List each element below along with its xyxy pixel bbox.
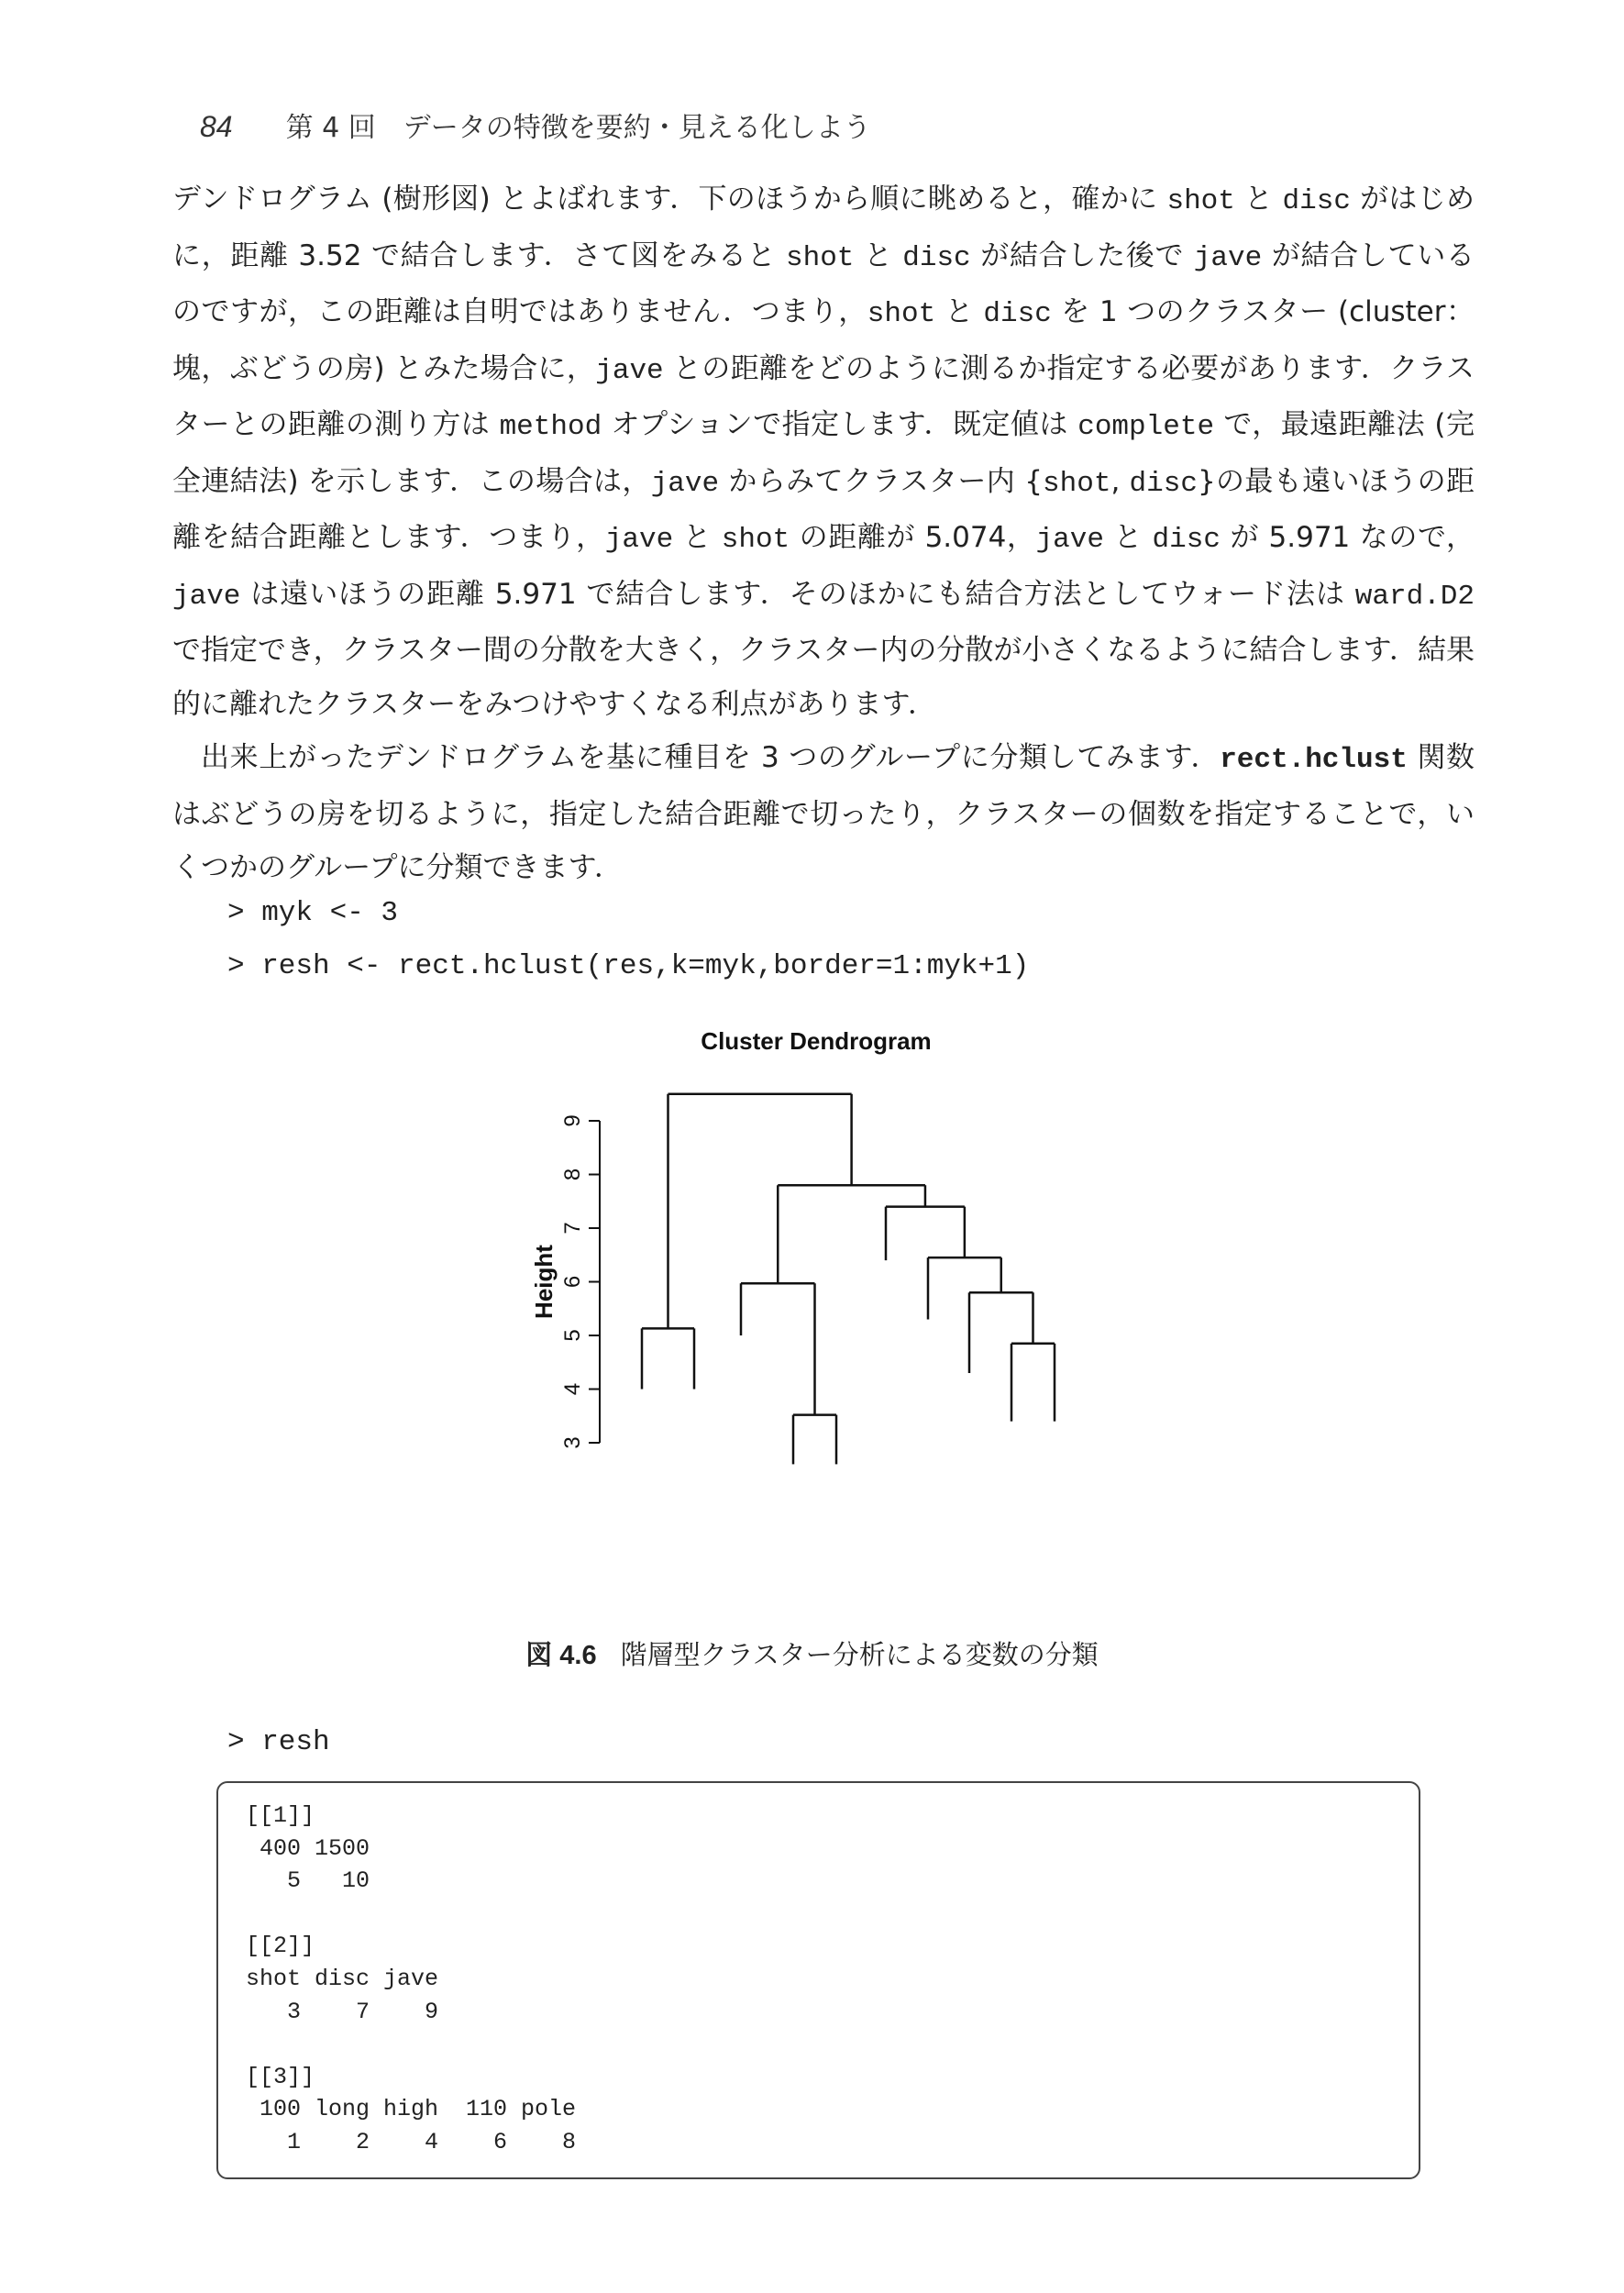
inline-code: jave (1193, 241, 1263, 274)
inline-code: disc (1282, 185, 1351, 217)
inline-code: jave (595, 354, 664, 387)
y-tick-label: 7 (560, 1222, 585, 1235)
inline-code: shot (1166, 185, 1235, 217)
text-run: が 5.971 なので， (1220, 521, 1475, 554)
output-box (216, 1781, 1420, 2179)
inline-code: rect.hclust (1220, 744, 1408, 776)
text-run: で，最遠距離法 (完全連結法) を示します．この場合は， (172, 408, 1475, 498)
command-line-1: > myk <- 3 (227, 897, 399, 929)
chart-title: Cluster Dendrogram (701, 1027, 932, 1055)
y-tick-label: 8 (560, 1168, 585, 1181)
text-run: デンドログラム (樹形図) とよばれます．下のほうから順に眺めると，確かに (172, 183, 1167, 216)
paragraph-2 (172, 731, 1475, 895)
command-line-3: > resh (227, 1726, 330, 1758)
y-tick-label: 3 (560, 1436, 585, 1449)
text-run: との距離をどのように測るか指定する必要があります．クラスターとの距離の測り方は (172, 351, 1475, 441)
text-run: の距離が 5.074， (790, 521, 1036, 554)
text-run: }の最も遠いほうの距離を結合距離とします．つまり， (172, 464, 1475, 554)
text-run: と (854, 238, 903, 272)
y-axis-label: Height (530, 1245, 558, 1319)
text-run: と (1103, 521, 1153, 554)
text-run: , (1110, 464, 1130, 498)
body-text (172, 172, 1475, 895)
inline-code: disc (1129, 467, 1198, 500)
paragraph-1 (172, 172, 1475, 731)
y-tick-label: 9 (560, 1114, 585, 1127)
inline-code: jave (650, 467, 720, 500)
dendrogram-figure (514, 1027, 1119, 1623)
figure-caption (0, 1634, 1624, 1672)
y-tick-label: 4 (560, 1382, 585, 1396)
text-run: と (1234, 183, 1283, 216)
inline-code: shot (785, 241, 855, 274)
text-run: で指定でき，クラスター間の分散を大きく，クラスター内の分散が小さくなるように結合します．結果的に離れたクラスターをみつけやすくなる利点があります． (172, 634, 1475, 721)
text-run: を 1 つのクラスター (cluster：塊，ぶどうの房) とみた場合に， (172, 295, 1475, 385)
inline-code: shot (867, 298, 936, 330)
caption-label: 図 4.6 (525, 1641, 597, 1670)
running-header (200, 105, 871, 145)
text-run: オプションで指定します．既定値は (602, 408, 1078, 441)
text-run: がはじめに，距離 3.52 で結合します．さて図をみると (172, 183, 1475, 272)
text-run: と (935, 295, 984, 328)
inline-code: jave (172, 580, 241, 613)
inline-code: jave (1035, 524, 1104, 556)
inline-code: shot (1043, 467, 1111, 500)
text-run: 出来上がったデンドログラムを基に種目を 3 つのグループに分類してみます． (201, 741, 1221, 774)
text-run: が結合しているのですが，この距離は自明ではありません．つまり， (172, 238, 1475, 328)
inline-code: shot (721, 524, 790, 556)
page-number: 84 (200, 110, 233, 143)
inline-code: method (499, 411, 602, 443)
inline-code: jave (604, 524, 674, 556)
y-tick-label: 5 (560, 1329, 585, 1342)
y-tick-label: 6 (560, 1275, 585, 1289)
text-run: からみてクラスター内 { (719, 464, 1044, 498)
command-line-2: > resh <- rect.hclust(res,k=myk,border=1:myk+1) (227, 950, 1030, 982)
inline-code: ward.D2 (1354, 580, 1475, 613)
text-run: 関数はぶどうの房を切るように，指定した結合距離で切ったり，クラスターの個数を指定することで，いくつかのグループに分類できます． (172, 741, 1475, 884)
inline-code: complete (1077, 411, 1215, 443)
text-run: は遠いほうの距離 5.971 で結合します．そのほかにも結合方法としてウォード法は (240, 577, 1355, 611)
inline-code: disc (983, 298, 1052, 330)
inline-code: disc (1152, 524, 1221, 556)
text-run: が結合した後で (970, 238, 1194, 272)
text-run: と (673, 521, 722, 554)
dendrogram-chart (514, 1027, 1119, 1623)
chapter-title: 第 4 回 データの特徴を要約・見える化しよう (285, 112, 871, 144)
console-output: [[1]] 400 1500 5 10 [[2]] shot disc jave 3 7 9 [[3]] 100 long high 110 pole 1 2 4 6 8 (246, 1802, 577, 2155)
caption-text: 階層型クラスター分析による変数の分類 (620, 1639, 1099, 1670)
inline-code: disc (902, 241, 971, 274)
